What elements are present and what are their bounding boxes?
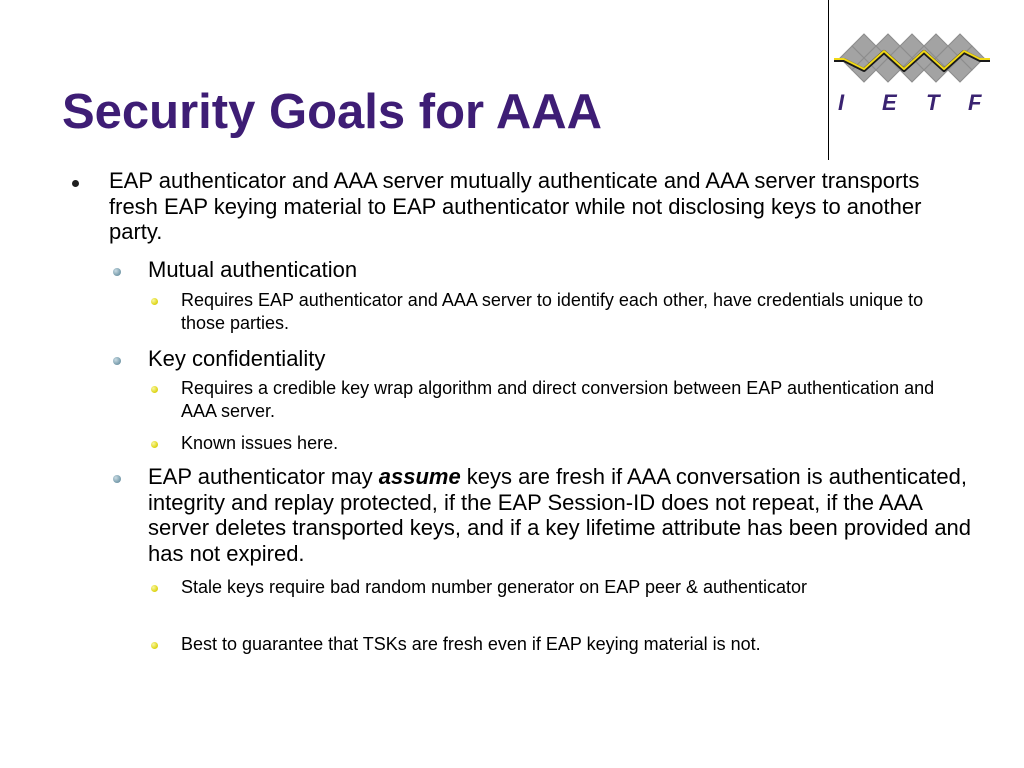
logo-letter: F: [968, 90, 982, 115]
sub-sub-bullet-item: [181, 633, 971, 656]
sub-sub-bullet-marker: [151, 585, 158, 592]
sub-bullet-text-end: keys are fresh if AAA conversation is authenticated, integrity and replay protected, if the EAP Session-ID does not repeat, if the AAA server deletes transported keys, and if a key lifetime attribute has been provided and has not expired.: [148, 464, 972, 567]
sub-sub-bullet-marker: [151, 642, 158, 649]
sub-sub-bullet-text: Known issues here.: [181, 433, 339, 453]
ietf-logo-letters: [832, 90, 992, 116]
sub-sub-bullet-item: [181, 576, 971, 599]
bullet-marker: [72, 180, 79, 187]
sub-bullet-item: [148, 346, 988, 372]
sub-bullet-text: Key confidentiality: [148, 346, 326, 371]
sub-sub-bullet-text: Requires a credible key wrap algorithm and direct conversion between EAP authentication and AAA server.: [181, 378, 935, 422]
sub-bullet-marker: [113, 475, 121, 483]
emphasized-word: assume: [378, 464, 461, 489]
logo-letter: I: [838, 90, 845, 115]
sub-bullet-marker: [113, 357, 121, 365]
sub-sub-bullet-text: Requires EAP authenticator and AAA server to identify each other, have credentials unique to those parties.: [181, 290, 924, 334]
sub-sub-bullet-text: Stale keys require bad random number generator on EAP peer & authenticator: [181, 577, 808, 597]
sub-sub-bullet-text: Best to guarantee that TSKs are fresh even if EAP keying material is not.: [181, 634, 761, 654]
sub-bullet-text: Mutual authentication: [148, 257, 358, 282]
ietf-logo: [832, 28, 992, 120]
header-divider-line: [828, 0, 829, 160]
sub-sub-bullet-item: [181, 289, 971, 336]
sub-sub-bullet-marker: [151, 441, 158, 448]
sub-bullet-text-start: EAP authenticator may: [148, 464, 379, 489]
logo-letter: T: [926, 90, 940, 115]
sub-bullet-item: [148, 257, 988, 283]
sub-sub-bullet-item: [181, 432, 971, 455]
sub-sub-bullet-item: [181, 377, 971, 424]
bullet-item: [109, 168, 969, 245]
sub-bullet-marker: [113, 268, 121, 276]
sub-sub-bullet-marker: [151, 298, 158, 305]
ietf-logo-graphic: [832, 28, 992, 90]
logo-letter: E: [882, 90, 897, 115]
sub-bullet-item: [148, 464, 988, 567]
sub-sub-bullet-marker: [151, 386, 158, 393]
slide-title: Security Goals for AAA: [62, 85, 603, 139]
bullet-text: EAP authenticator and AAA server mutually authenticate and AAA server transports fresh EAP keying material to EAP authenticator while not disclosing keys to another party.: [109, 168, 922, 245]
